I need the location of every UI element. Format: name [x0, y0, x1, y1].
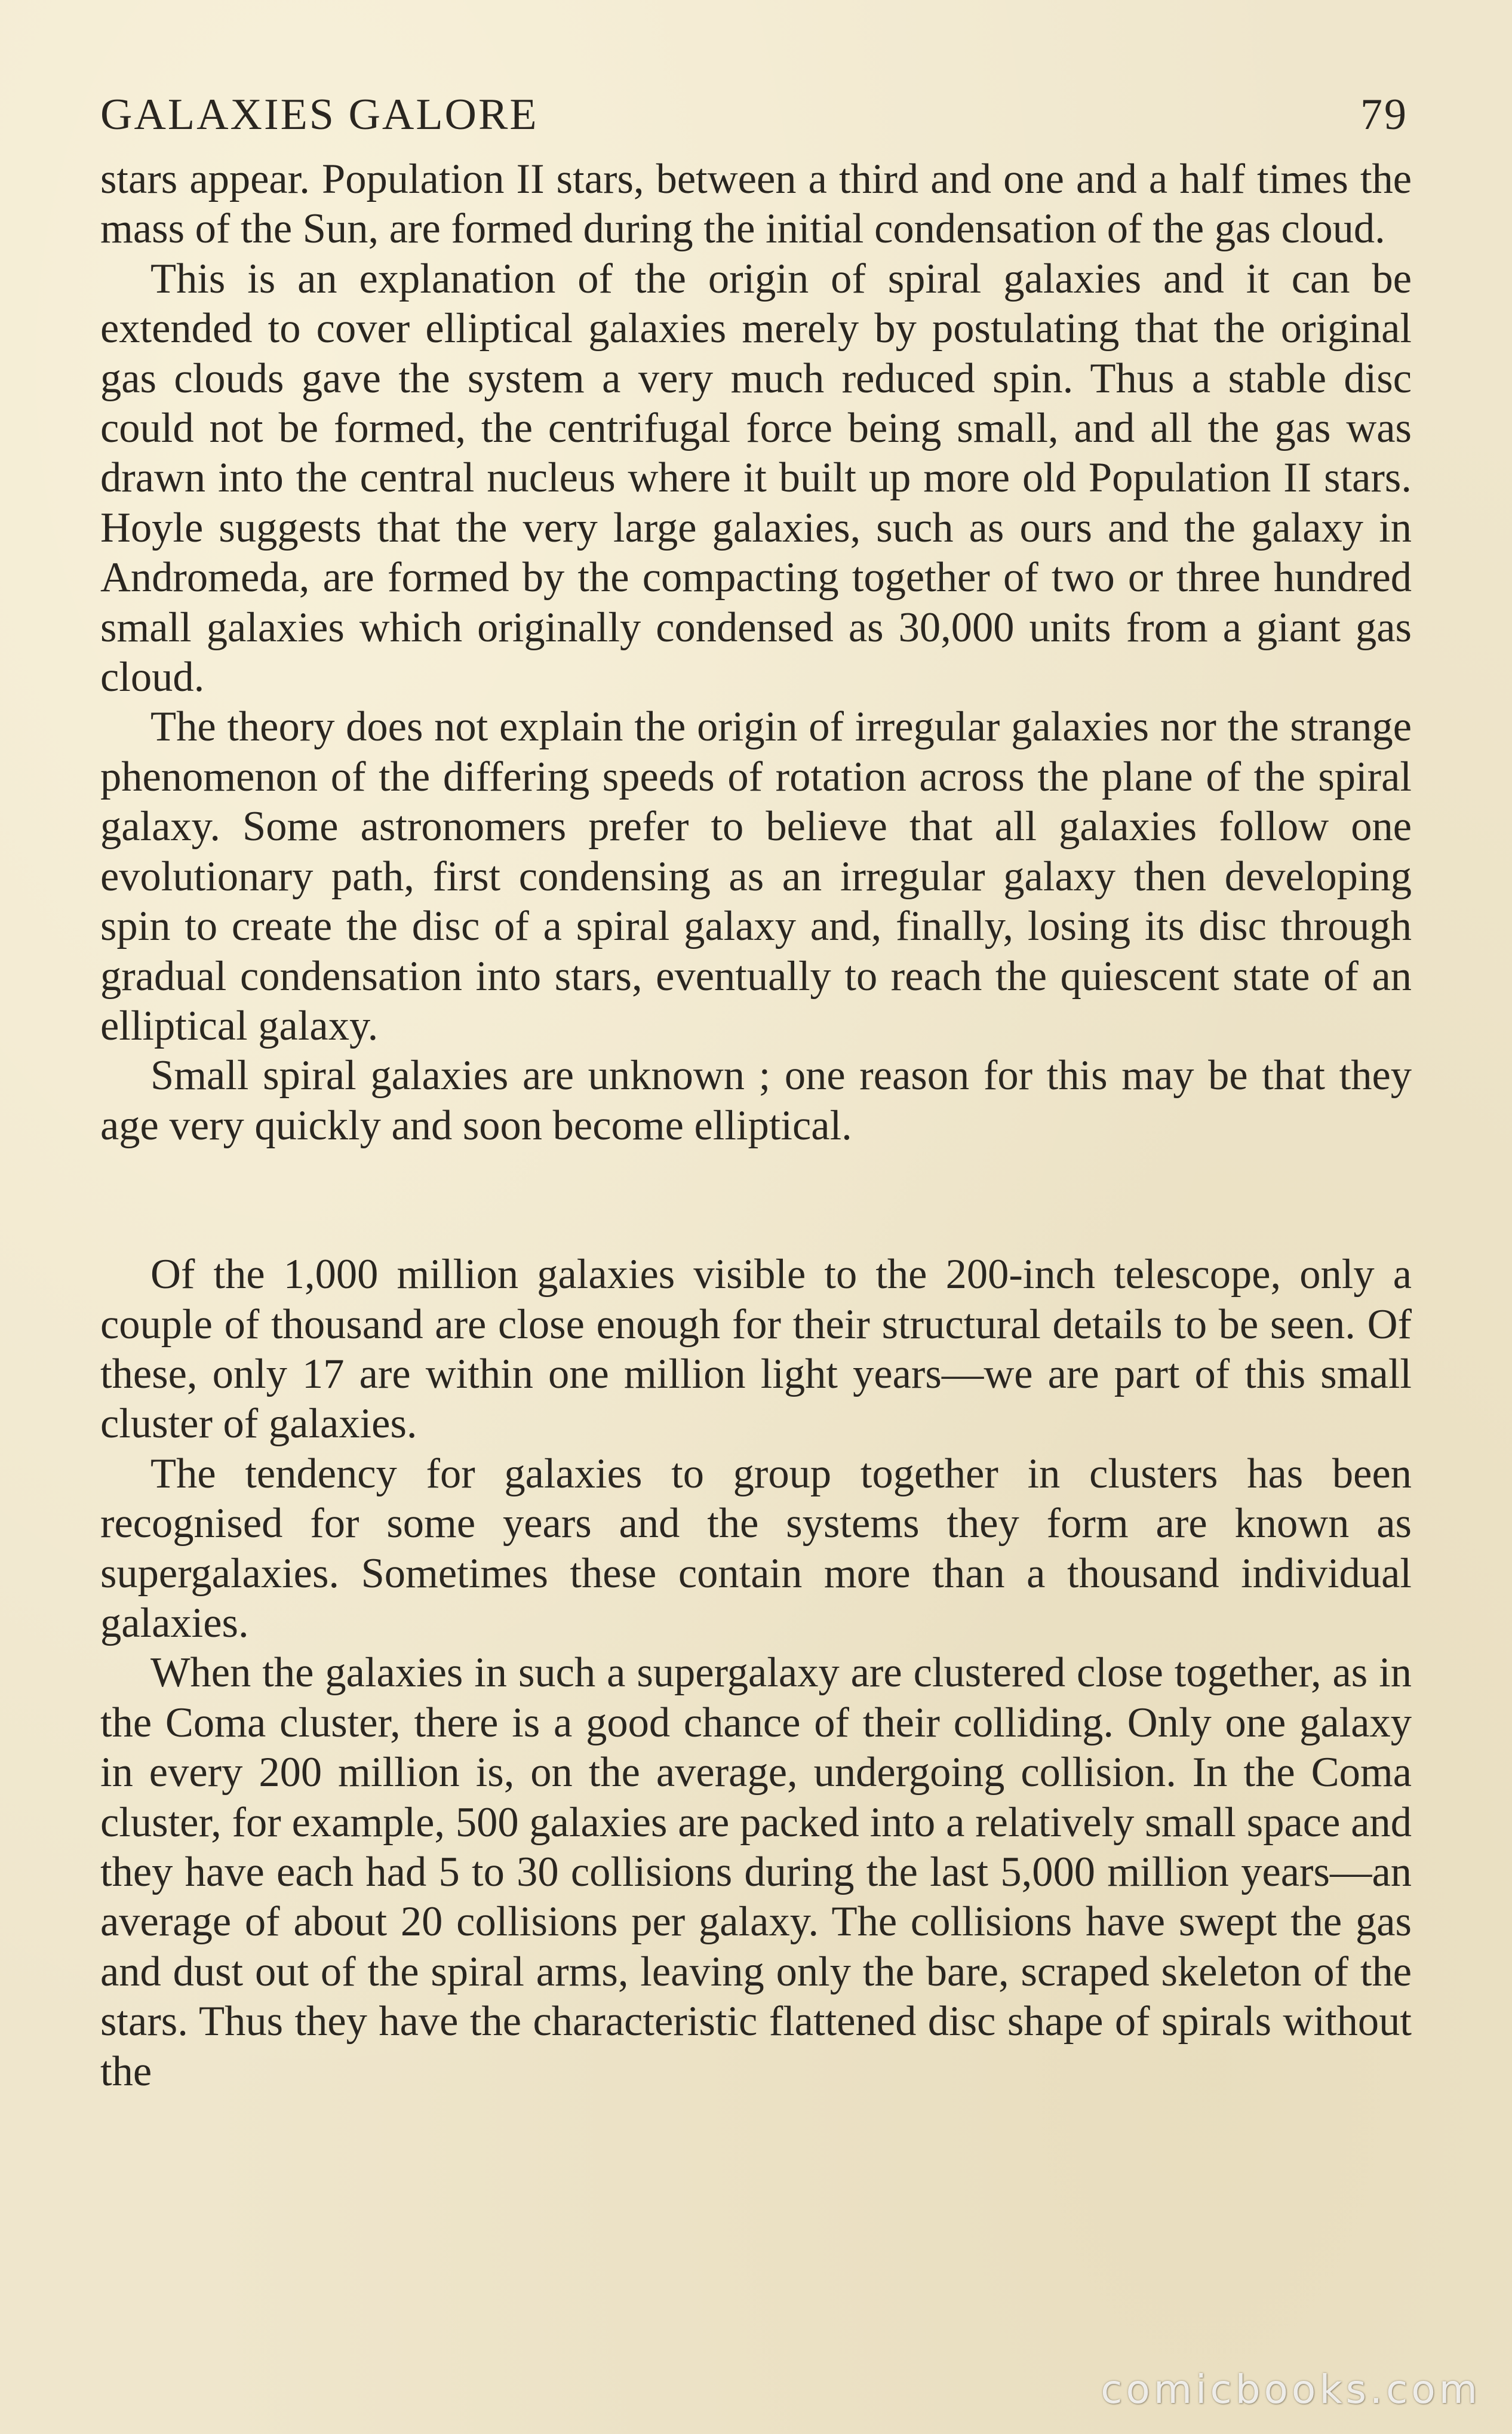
paragraph: Small spiral galaxies are unknown ; one reason for this may be that they age very quickly and soon become elliptical. — [100, 1052, 1412, 1149]
paragraph: The tendency for galaxies to group together in clusters has been recognised for some years and the systems they form are known as supergalaxies. Sometimes these contain more than a thousand individual galaxies. — [100, 1450, 1412, 1646]
paragraph: The theory does not explain the origin of irregular galaxies nor the strange phenomenon of the differing speeds of rotation across the plane of the spiral galaxy. Some astronomers prefer to believe that all galaxies follow one evolutionary path, first condensing as an irregular galaxy then developing spin to create the disc of a spiral galaxy and, finally, losing its disc through gradual condensation into stars, eventually to reach the quiescent state of an elliptical galaxy. — [100, 703, 1412, 1049]
paragraph: Of the 1,000 million galaxies visible to the 200-inch telescope, only a couple of thousand are close enough for their structural details to be seen. Of these, only 17 are within one million light years—we are part of this small cluster of galaxies. — [100, 1251, 1412, 1448]
paragraph: When the galaxies in such a supergalaxy are clustered close together, as in the Coma cluster, there is a good chance of their colliding. Only one galaxy in every 200 million is, on the average, undergoing collision. In the Coma cluster, for example, 500 galaxies are packed into a relatively small space and they have each had 5 to 30 collisions during the last 5,000 million years—an average of about 20 collisions per galaxy. The collisions have swept the gas and dust out of the spiral arms, leaving only the bare, scraped skeleton of the stars. Thus they have the characteristic flattened disc shape of spirals without the — [100, 1649, 1412, 2095]
book-page — [100, 90, 1412, 2097]
paragraph: This is an explanation of the origin of spiral galaxies and it can be extended to cover elliptical galaxies merely by postulating that the original gas clouds gave the system a very much reduced spin. Thus a stable disc could not be formed, the centrifugal force being small, and all the gas was drawn into the central nucleus where it built up more old Population II stars. Hoyle suggests that the very large galaxies, such as ours and the galaxy in Andromeda, are formed by the compacting together of two or three hundred small galaxies which originally condensed as 30,000 units from a giant gas cloud. — [100, 255, 1412, 701]
body-text — [100, 155, 1412, 2097]
paragraph-continuation: stars appear. Population II stars, between a third and one and a half times the mass of the Sun, are formed during the initial condensation of the gas cloud. — [100, 156, 1412, 253]
section-break — [100, 1151, 1412, 1250]
running-head — [100, 90, 1412, 140]
page-number: 79 — [1360, 90, 1408, 139]
watermark: comicbooks.com — [1101, 2367, 1481, 2413]
chapter-title: GALAXIES GALORE — [100, 90, 539, 139]
